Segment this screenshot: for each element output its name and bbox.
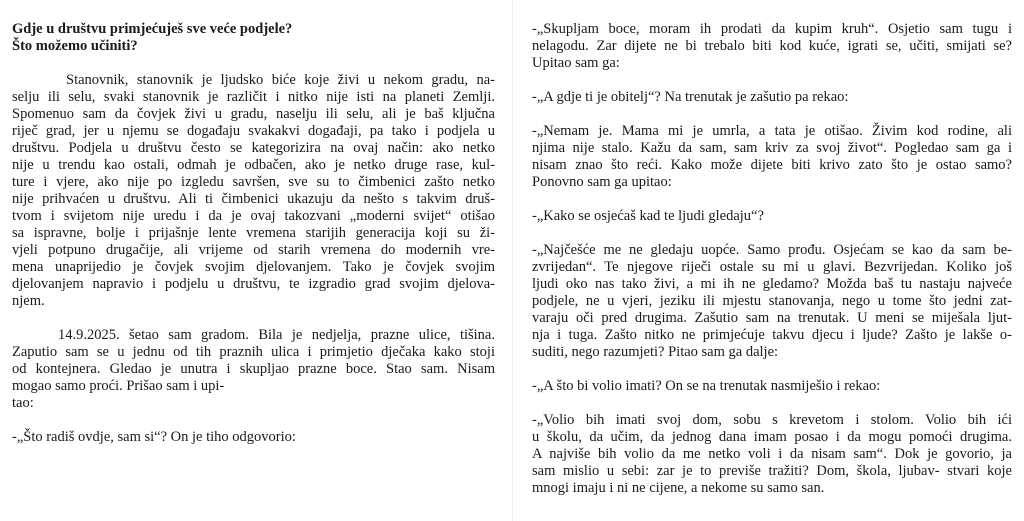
text-line: njem. xyxy=(12,293,45,309)
text-line: zvrijedan“. Te njegove riječi ostale su mi u glavi. Bezvrijedan. Koliko još xyxy=(532,259,1012,275)
essay-title-line-2: Što možemo učiniti? xyxy=(12,38,138,54)
column-divider xyxy=(512,0,513,521)
text-line: -„Volio bih imati svoj dom, sobu s krevetom i stolom. Volio bih ići xyxy=(532,412,1012,428)
text-line: vjeli potpuno drugačije, ali vrijeme od starih vremena do modernih vre- xyxy=(12,242,495,258)
text-line: podjele, ne u vjeri, jeziku ili mjestu stanovanja, nego u tome što jedni zat- xyxy=(532,293,1012,309)
text-line: sam mislio u sebi: zar je to previše tražiti? Dom, škola, ljubav- stvari koje xyxy=(532,463,1012,479)
text-line: selju ili selu, svaki stanovnik je različit i nitko nije isti na planeti Zemlji. xyxy=(12,89,495,105)
text-line: društvu. Podjela u društvu često se kategorizira na ovaj način: ako netko xyxy=(12,140,495,156)
dialogue-line: -„Što radiš ovdje, sam si“? On je tiho odgovorio: xyxy=(12,429,296,445)
text-line: ljudi oko nas tako živi, a mi ih ne gledamo? Možda baš tu nastaju najveće xyxy=(532,276,1012,292)
text-line: Ponovno sam ga upitao: xyxy=(532,174,672,190)
text-line: -„Najčešće me ne gledaju uopće. Samo prođu. Osjećam se kao da sam be- xyxy=(532,242,1012,258)
text-line: od kontejnera. Gledao je unutra i skupljao prazne boce. Stao sam. Nisam xyxy=(12,361,495,377)
text-line: Spomenuo sam da čovjek živi u gradu, naselju ili selu, ali je baš ključna xyxy=(12,106,495,122)
text-line: riječ grad, jer u njemu se događaju svakakvi događaji, pa tako i podjela u xyxy=(12,123,495,139)
text-line: nisam znao što reći. Kako može dijete biti krivo zato što je ostao samo? xyxy=(532,157,1012,173)
text-line: Zaputio sam se u jednu od tih praznih ulica i primjetio dječaka kako stoji xyxy=(12,344,495,360)
text-line: Stanovnik, stanovnik je ljudsko biće koje živi u nekom gradu, na- xyxy=(66,72,495,88)
text-line: -„A gdje ti je obitelj“? Na trenutak je zašutio pa rekao: xyxy=(532,89,849,105)
text-line: sa ispravne, bolje i prijašnje lente vremena starijih generacija koji su ži- xyxy=(12,225,495,241)
text-line: varaju oči pred drugima. Zašutio sam na trenutak. U meni se miješala ljut- xyxy=(532,310,1012,326)
text-line: -„Skupljam boce, moram ih prodati da kupim kruh“. Osjetio sam tugu i xyxy=(532,21,1012,37)
text-line: 14.9.2025. šetao sam gradom. Bila je nedjelja, prazne ulice, tišina. xyxy=(58,327,495,343)
text-line: -„Nemam je. Mama mi je umrla, a tata je otišao. Živim kod rodine, ali xyxy=(532,123,1012,139)
text-line: mnogi imaju i ni ne cijene, a nekome su samo san. xyxy=(532,480,825,496)
text-line: nelagodu. Zar dijete ne bi trebalo biti kod kuće, igrati se, učiti, smijati se? xyxy=(532,38,1012,54)
text-line: mogao samo proći. Prišao sam i upi- xyxy=(12,378,225,394)
text-line: njima nije stalo. Kažu da sam, sam kriv za svoj život“. Pogledao sam ga i xyxy=(532,140,1012,156)
text-line: Upitao sam ga: xyxy=(532,55,620,71)
text-line: ture i vjere, ako nije po izgledu savršen, sve su to čimbenici zašto netko xyxy=(12,174,495,190)
text-line: -„A što bi volio imati? On se na trenutak nasmiješio i rekao: xyxy=(532,378,881,394)
text-line: nja i tuga. Zašto nitko ne primjećuje takvu djecu i ljude? Zašto je lakše o- xyxy=(532,327,1012,343)
text-line: tao: xyxy=(12,395,34,411)
text-line: -„Kako se osjećaš kad te ljudi gledaju“? xyxy=(532,208,764,224)
text-line: djelovanjem napravio i podjelu u društvu, te izgradio grad svojim djelova- xyxy=(12,276,495,292)
text-line: u školu, da učim, da jednog dana imam posao i da mogu pomoći drugima. xyxy=(532,429,1012,445)
essay-title-line-1: Gdje u društvu primjećuješ sve veće podjele? xyxy=(12,21,293,37)
text-line: tvom i svijetom nije uredu i da je ovaj takozvani „moderni svijet“ otišao xyxy=(12,208,495,224)
text-line: nije u trendu kao ostali, odmah je odbačen, ako je netko druge rase, kul- xyxy=(12,157,495,173)
text-line: nije prihvaćen u društvu. Ali ti čimbenici ukazuju da nešto s takvim druš- xyxy=(12,191,495,207)
text-line: mena unaprijedio je čovjek svojim djelovanjem. Tako je čovjek svojim xyxy=(12,259,495,275)
text-line: A najviše bih volio da me netko voli i da nisam sam“. Dok je govorio, ja xyxy=(532,446,1012,462)
text-line: suditi, nego razumjeti? Pitao sam ga dalje: xyxy=(532,344,779,360)
